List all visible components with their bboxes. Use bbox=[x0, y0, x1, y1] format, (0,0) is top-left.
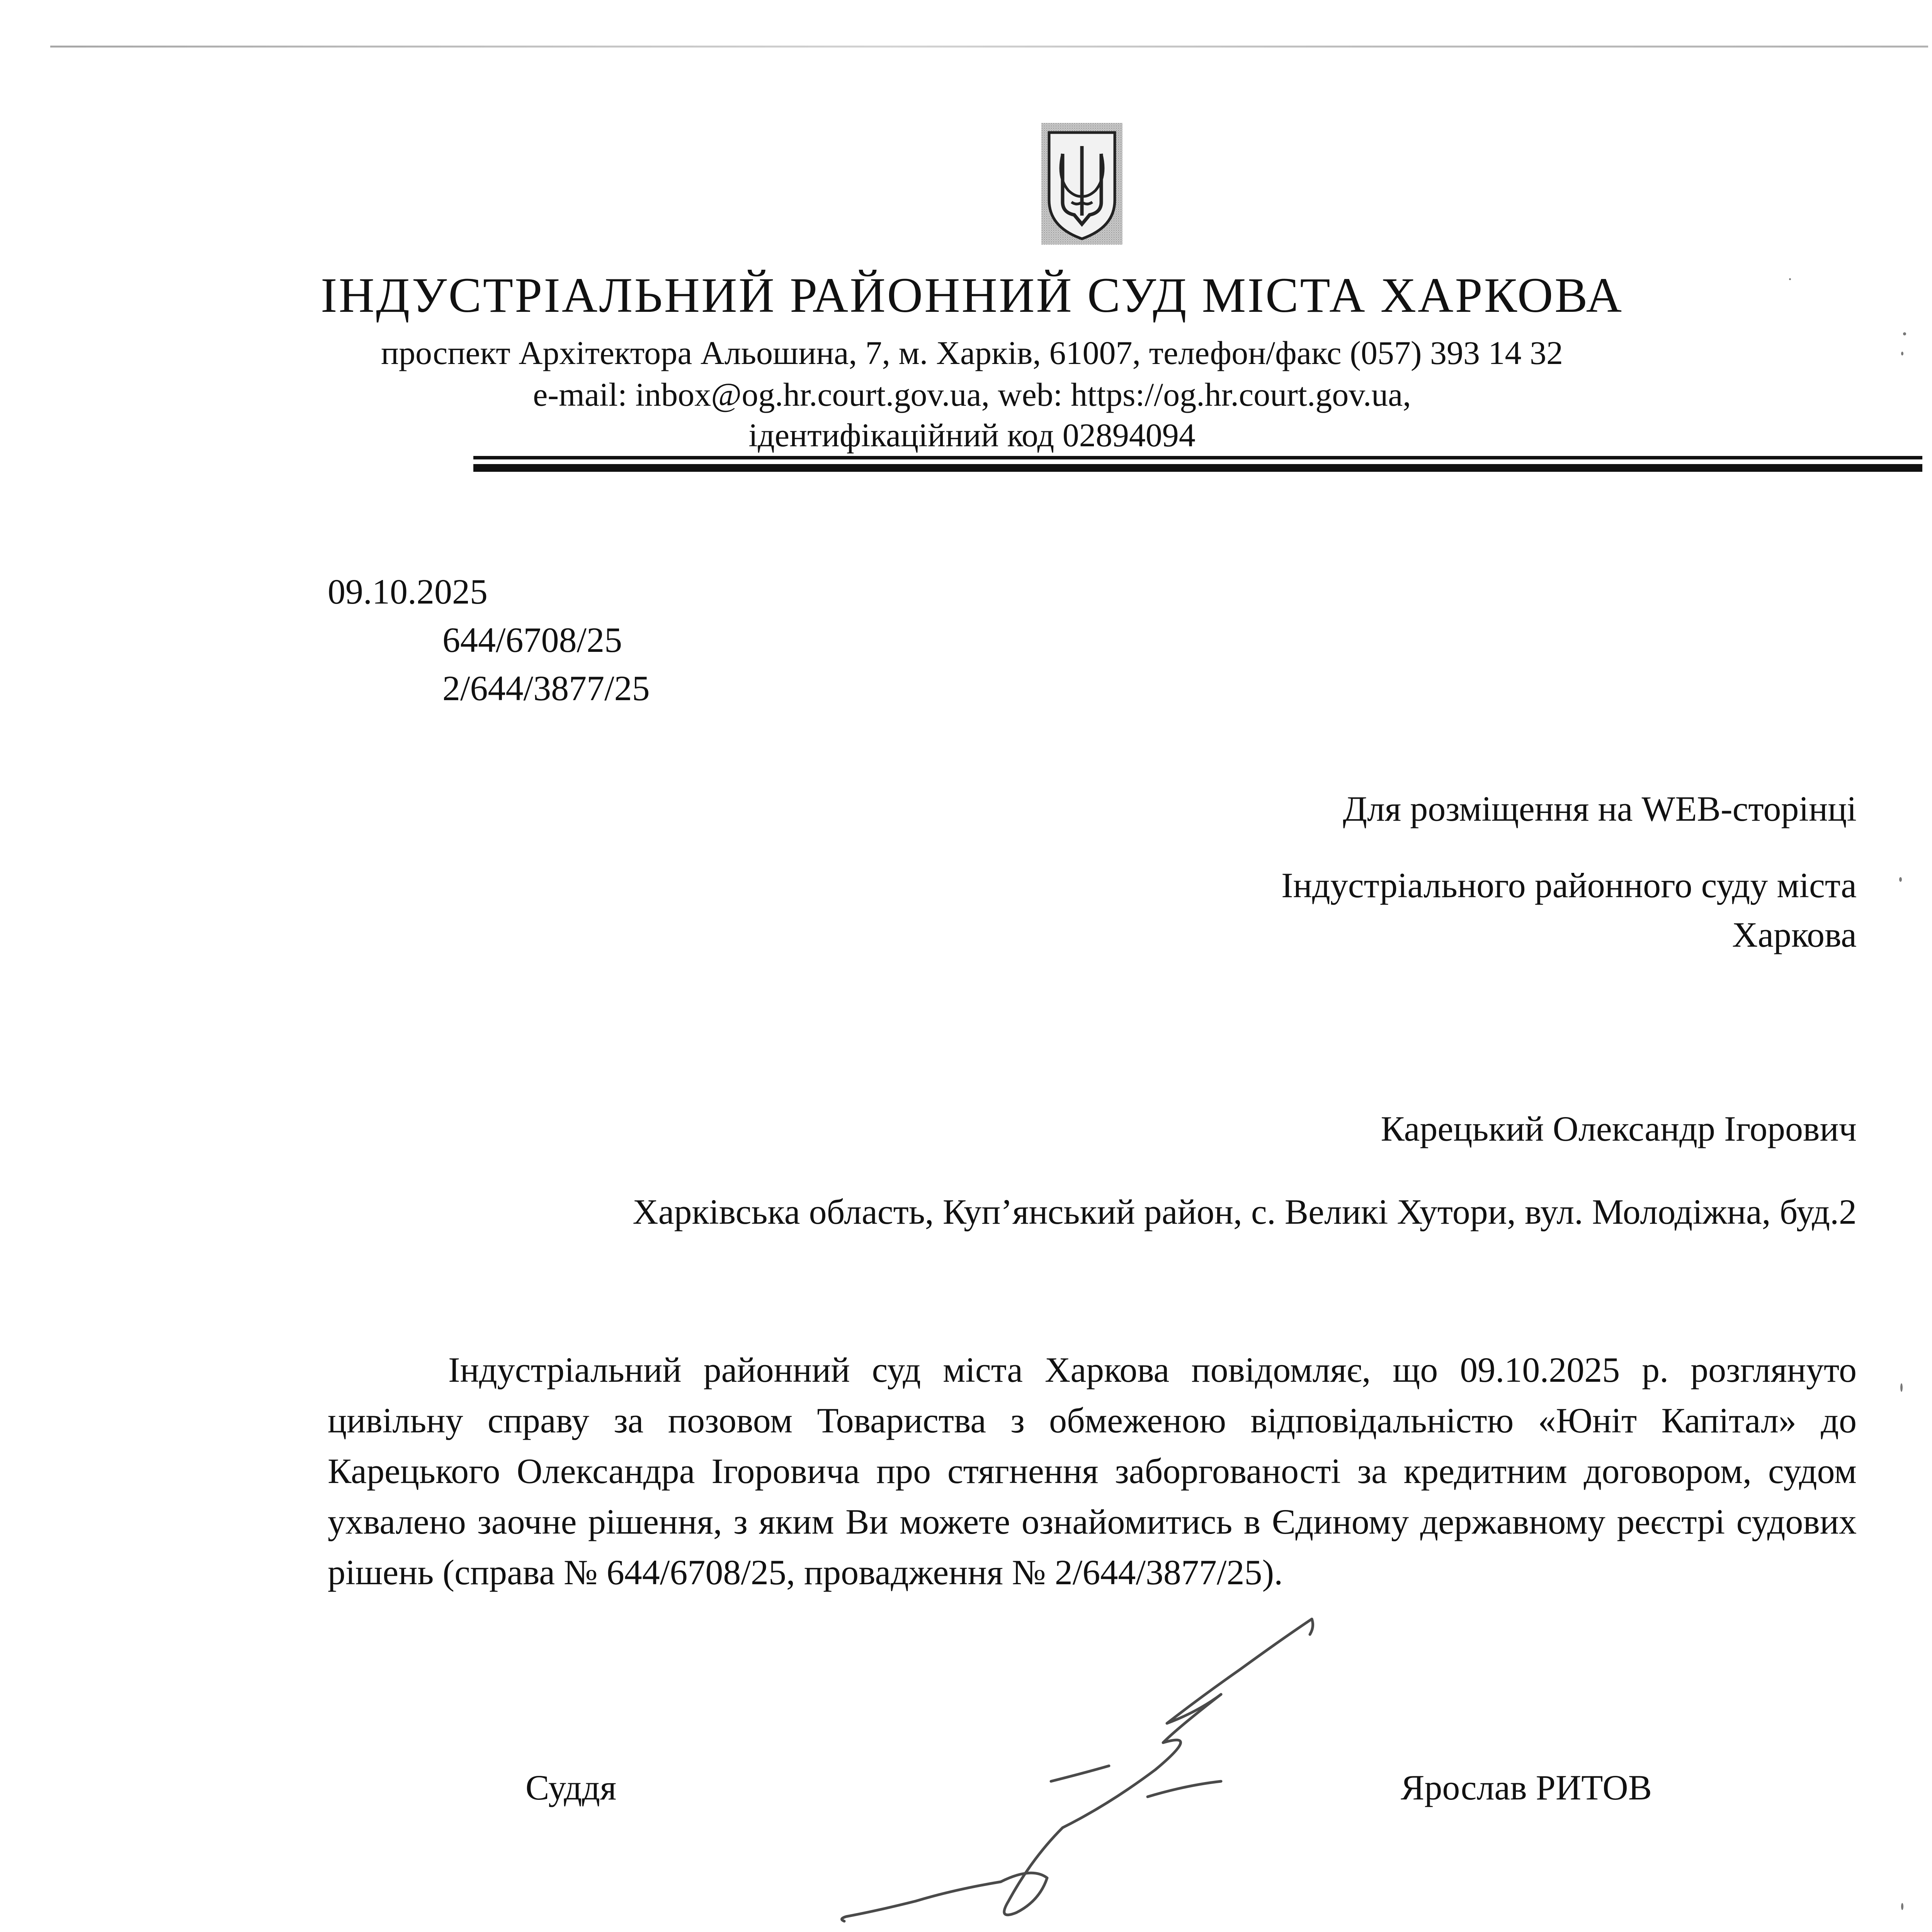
recipient-name: Карецький Олександр Ігорович bbox=[1381, 1109, 1857, 1148]
scan-speck bbox=[1789, 278, 1791, 280]
scan-speck bbox=[1903, 332, 1906, 335]
publication-note-line1: Для розміщення на WEB-сторінці bbox=[1343, 789, 1857, 828]
coat-of-arms-icon bbox=[1041, 123, 1122, 245]
handwritten-signature bbox=[831, 1596, 1372, 1932]
court-contacts: e-mail: inbox@og.hr.court.gov.ua, web: https://og.hr.court.gov.ua, bbox=[533, 376, 1411, 413]
scan-speck bbox=[1901, 1903, 1903, 1910]
header-divider-thick bbox=[473, 464, 1922, 472]
court-name: ІНДУСТРІАЛЬНИЙ РАЙОННИЙ СУД МІСТА ХАРКОВА bbox=[320, 268, 1624, 323]
proceeding-number: 2/644/3877/25 bbox=[442, 668, 650, 708]
court-id-code: ідентифікаційний код 02894094 bbox=[748, 417, 1196, 454]
scan-speck bbox=[1899, 877, 1902, 882]
recipient-address: Харківська область, Куп’янський район, с. Великі Хутори, вул. Молодіжна, буд.2 bbox=[633, 1192, 1857, 1231]
notice-paragraph: Індустріальний районний суд міста Харкова повідомляє, що 09.10.2025 р. розглянуто цивільну справу за позовом Товариства з обмеженою відповідальністю «Юніт Капітал» до Карецького Олександра Ігоровича про стягнення заборгованості за кредитним договором, судом ухвалено заочне рішення, з яким Ви можете ознайомитись в Єдиному державному реєстрі судових рішень (справа № 644/6708/25, провадження № 2/644/3877/25). bbox=[328, 1350, 1857, 1592]
publication-note-line2: Індустріального районного суду міста bbox=[1281, 866, 1857, 905]
judge-role-label: Суддя bbox=[526, 1768, 617, 1807]
scan-speck bbox=[1900, 1383, 1903, 1392]
document-date: 09.10.2025 bbox=[328, 572, 488, 611]
case-number: 644/6708/25 bbox=[442, 620, 622, 660]
publication-note-line3: Харкова bbox=[1732, 915, 1857, 954]
judge-name: Ярослав РИТОВ bbox=[1401, 1768, 1652, 1807]
scan-edge-line bbox=[50, 46, 1928, 48]
scan-speck bbox=[1901, 352, 1903, 355]
court-address: проспект Архітектора Альошина, 7, м. Харків, 61007, телефон/факс (057) 393 14 32 bbox=[381, 334, 1563, 371]
header-divider-thin bbox=[473, 456, 1922, 459]
